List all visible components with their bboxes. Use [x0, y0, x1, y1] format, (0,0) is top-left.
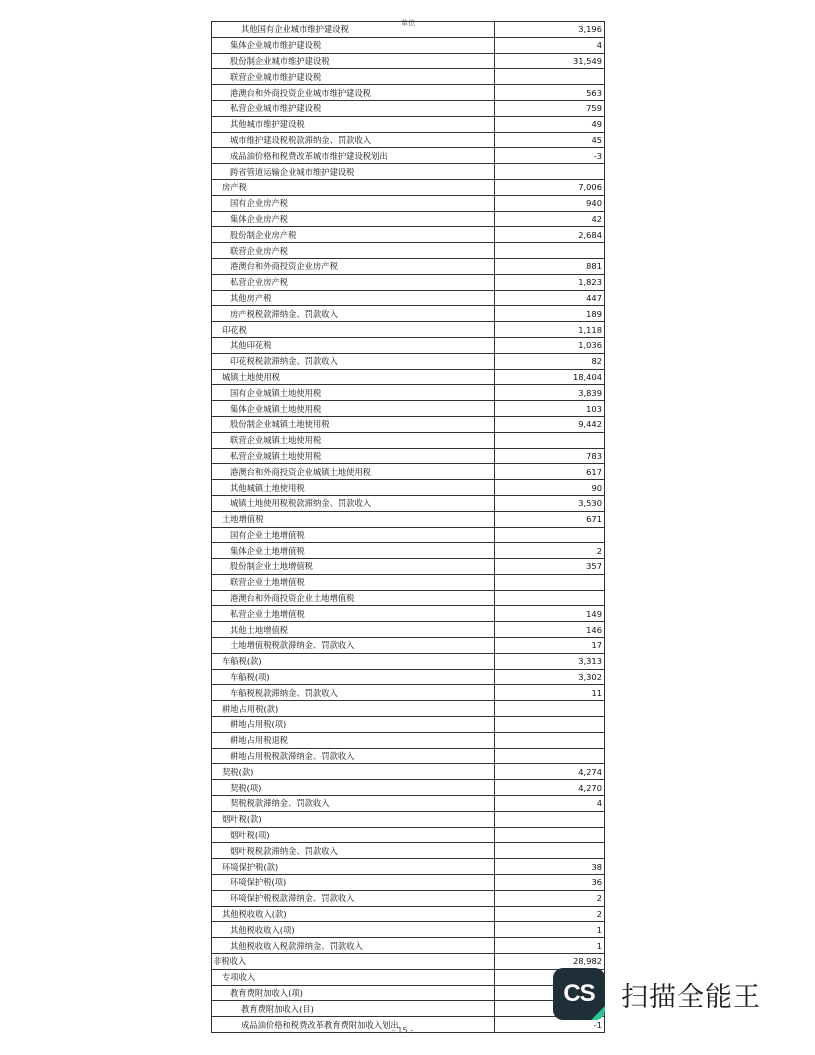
table-row [212, 227, 605, 243]
row-label: 股份制企业城市维护建设税 [212, 53, 495, 69]
row-value: 940 [495, 195, 605, 211]
row-label: 其他国有企业城市维护建设税 [212, 22, 495, 38]
row-value: 4,270 [495, 780, 605, 796]
row-value: 1 [495, 922, 605, 938]
row-value: 149 [495, 606, 605, 622]
table-row [212, 69, 605, 85]
row-label: 城镇土地使用税税款滞纳金、罚款收入 [212, 495, 495, 511]
row-value: 146 [495, 622, 605, 638]
row-value [495, 701, 605, 717]
table-row [212, 164, 605, 180]
row-label: 港澳台和外商投资企业土地增值税 [212, 590, 495, 606]
row-value [495, 432, 605, 448]
table-row [212, 37, 605, 53]
table-row [212, 811, 605, 827]
row-value: 3,530 [495, 495, 605, 511]
row-label: 国有企业房产税 [212, 195, 495, 211]
row-value: 3,313 [495, 653, 605, 669]
row-label: 城市维护建设税税款滞纳金、罚款收入 [212, 132, 495, 148]
table-row [212, 369, 605, 385]
row-label: 城镇土地使用税 [212, 369, 495, 385]
table-row [212, 53, 605, 69]
table-row [212, 132, 605, 148]
row-label: 专项收入 [212, 969, 495, 985]
row-label: 国有企业城镇土地使用税 [212, 385, 495, 401]
row-label: 印花税税款滞纳金、罚款收入 [212, 353, 495, 369]
row-label: 股份制企业城镇土地使用税 [212, 416, 495, 432]
table-row [212, 353, 605, 369]
table-row [212, 969, 605, 985]
table-row [212, 85, 605, 101]
watermark-logo-text: CS [563, 980, 595, 1007]
row-value: 28,982 [495, 954, 605, 970]
table-row [212, 22, 605, 38]
row-label: 港澳台和外商投资企业城镇土地使用税 [212, 464, 495, 480]
table-row [212, 985, 605, 1001]
row-label: 成品油价格和税费改革教育费附加收入划出 [212, 1017, 495, 1033]
row-value: 563 [495, 85, 605, 101]
row-value [495, 527, 605, 543]
row-label: 跨省管道运输企业城市维护建设税 [212, 164, 495, 180]
row-value: 17 [495, 638, 605, 654]
row-value: 36 [495, 875, 605, 891]
row-label: 房产税税款滞纳金、罚款收入 [212, 306, 495, 322]
table-row [212, 590, 605, 606]
table-row [212, 322, 605, 338]
table-row [212, 606, 605, 622]
row-label: 耕地占用税退税 [212, 732, 495, 748]
row-label: 车船税(项) [212, 669, 495, 685]
row-value: 447 [495, 290, 605, 306]
row-value: 617 [495, 464, 605, 480]
row-value: 3,196 [495, 22, 605, 38]
row-label: 印花税 [212, 322, 495, 338]
row-label: 土地增值税 [212, 511, 495, 527]
row-value: 357 [495, 559, 605, 575]
row-label: 教育费附加收入(目) [212, 1001, 495, 1017]
table-row [212, 480, 605, 496]
row-value [495, 243, 605, 259]
table-row [212, 559, 605, 575]
table-row [212, 432, 605, 448]
row-label: 私营企业房产税 [212, 274, 495, 290]
row-value: 2,684 [495, 227, 605, 243]
table-row [212, 211, 605, 227]
row-label: 私营企业城市维护建设税 [212, 100, 495, 116]
row-value [495, 717, 605, 733]
row-value: 2 [495, 543, 605, 559]
row-label: 契税(款) [212, 764, 495, 780]
row-label: 契税税款滞纳金、罚款收入 [212, 796, 495, 812]
table-row [212, 954, 605, 970]
row-value: 3,839 [495, 385, 605, 401]
row-value [495, 732, 605, 748]
table-row [212, 416, 605, 432]
row-label: 集体企业土地增值税 [212, 543, 495, 559]
scanner-watermark [553, 965, 793, 1023]
row-label: 房产税 [212, 179, 495, 195]
row-value [495, 164, 605, 180]
table-row [212, 401, 605, 417]
table-row [212, 906, 605, 922]
revenue-table-body [212, 22, 605, 1033]
table-row [212, 306, 605, 322]
row-value: 2 [495, 890, 605, 906]
row-value: 759 [495, 100, 605, 116]
row-value [495, 843, 605, 859]
table-row [212, 764, 605, 780]
table-row [212, 701, 605, 717]
row-value: 45 [495, 132, 605, 148]
row-value: 1,118 [495, 322, 605, 338]
table-row [212, 653, 605, 669]
row-label: 股份制企业房产税 [212, 227, 495, 243]
table-row [212, 827, 605, 843]
row-value [495, 811, 605, 827]
row-label: 其他土地增值税 [212, 622, 495, 638]
row-label: 其他税收收入(项) [212, 922, 495, 938]
row-value: 4 [495, 796, 605, 812]
row-value: 18,404 [495, 369, 605, 385]
row-value: 42 [495, 211, 605, 227]
row-label: 车船税税款滞纳金、罚款收入 [212, 685, 495, 701]
row-label: 国有企业土地增值税 [212, 527, 495, 543]
row-value: 1 [495, 938, 605, 954]
row-value: 671 [495, 511, 605, 527]
row-label: 耕地占用税税款滞纳金、罚款收入 [212, 748, 495, 764]
row-label: 其他房产税 [212, 290, 495, 306]
table-row [212, 890, 605, 906]
page-number: - 15 - [392, 1026, 414, 1035]
row-value [495, 69, 605, 85]
watermark-text: 扫描全能王 [621, 981, 761, 1013]
table-row [212, 495, 605, 511]
row-value: 11 [495, 685, 605, 701]
table-row [212, 748, 605, 764]
row-value: 82 [495, 353, 605, 369]
row-label: 其他城镇土地使用税 [212, 480, 495, 496]
row-value: 783 [495, 448, 605, 464]
row-label: 集体企业城镇土地使用税 [212, 401, 495, 417]
row-value: 1,823 [495, 274, 605, 290]
table-row [212, 464, 605, 480]
row-value [495, 590, 605, 606]
row-value: 9,442 [495, 416, 605, 432]
row-label: 非税收入 [212, 954, 495, 970]
table-row [212, 385, 605, 401]
table-row [212, 859, 605, 875]
table-row [212, 179, 605, 195]
row-value: 4 [495, 37, 605, 53]
table-row [212, 448, 605, 464]
row-label: 环境保护税(项) [212, 875, 495, 891]
row-label: 其他印花税 [212, 337, 495, 353]
row-label: 联营企业城市维护建设税 [212, 69, 495, 85]
row-value [495, 574, 605, 590]
row-label: 教育费附加收入(项) [212, 985, 495, 1001]
row-label: 联营企业城镇土地使用税 [212, 432, 495, 448]
row-label: 耕地占用税(款) [212, 701, 495, 717]
row-label: 车船税(款) [212, 653, 495, 669]
row-label: 烟叶税(项) [212, 827, 495, 843]
table-row [212, 732, 605, 748]
camscanner-logo-icon [553, 968, 605, 1020]
table-row [212, 622, 605, 638]
header-mark: 单位 [401, 19, 415, 27]
row-value: 2 [495, 906, 605, 922]
table-row [212, 685, 605, 701]
row-label: 耕地占用税(项) [212, 717, 495, 733]
row-value: 4,274 [495, 764, 605, 780]
table-row [212, 195, 605, 211]
row-value: 881 [495, 258, 605, 274]
row-label: 环境保护税税款滞纳金、罚款收入 [212, 890, 495, 906]
table-row [212, 638, 605, 654]
row-label: 集体企业城市维护建设税 [212, 37, 495, 53]
table-row [212, 875, 605, 891]
table-row [212, 100, 605, 116]
row-value: 90 [495, 480, 605, 496]
table-row [212, 543, 605, 559]
row-label: 私营企业城镇土地使用税 [212, 448, 495, 464]
row-value: 3,302 [495, 669, 605, 685]
row-label: 烟叶税(款) [212, 811, 495, 827]
table-row [212, 796, 605, 812]
table-row [212, 843, 605, 859]
row-value [495, 827, 605, 843]
row-value: -3 [495, 148, 605, 164]
table-row [212, 1001, 605, 1017]
row-label: 港澳台和外商投资企业城市维护建设税 [212, 85, 495, 101]
row-label: 契税(项) [212, 780, 495, 796]
table-row [212, 290, 605, 306]
logo-corner [591, 1006, 605, 1020]
table-row [212, 337, 605, 353]
table-row [212, 274, 605, 290]
row-label: 股份制企业土地增值税 [212, 559, 495, 575]
table-row [212, 511, 605, 527]
row-label: 集体企业房产税 [212, 211, 495, 227]
row-label: 其他城市维护建设税 [212, 116, 495, 132]
row-label: 环境保护税(款) [212, 859, 495, 875]
row-label: 烟叶税税款滞纳金、罚款收入 [212, 843, 495, 859]
revenue-table [211, 21, 605, 1033]
row-label: 成品油价格和税费改革城市维护建设税划出 [212, 148, 495, 164]
row-label: 港澳台和外商投资企业房产税 [212, 258, 495, 274]
table-row [212, 717, 605, 733]
table-row [212, 527, 605, 543]
table-row [212, 780, 605, 796]
row-value [495, 748, 605, 764]
row-value: 1,036 [495, 337, 605, 353]
row-value: 189 [495, 306, 605, 322]
row-label: 私营企业土地增值税 [212, 606, 495, 622]
row-value: 7,006 [495, 179, 605, 195]
row-label: 联营企业土地增值税 [212, 574, 495, 590]
row-value: 49 [495, 116, 605, 132]
row-value: 103 [495, 401, 605, 417]
row-value: 38 [495, 859, 605, 875]
table-row [212, 669, 605, 685]
table-row [212, 258, 605, 274]
row-label: 其他税收收入税款滞纳金、罚款收入 [212, 938, 495, 954]
table-row [212, 938, 605, 954]
table-row [212, 574, 605, 590]
table-row [212, 922, 605, 938]
row-value: -1 [495, 1017, 605, 1033]
table-row [212, 148, 605, 164]
table-row [212, 243, 605, 259]
row-value: 31,549 [495, 53, 605, 69]
row-label: 土地增值税税款滞纳金、罚款收入 [212, 638, 495, 654]
row-label: 联营企业房产税 [212, 243, 495, 259]
row-label: 其他税收收入(款) [212, 906, 495, 922]
table-row [212, 116, 605, 132]
